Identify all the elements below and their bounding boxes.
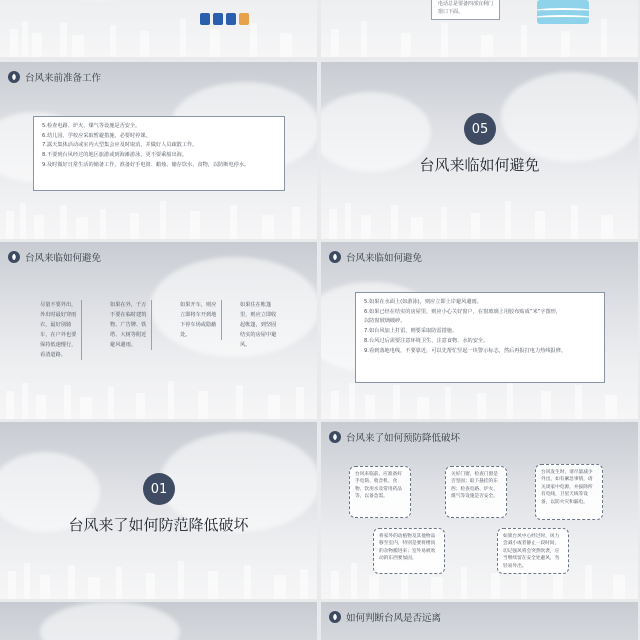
city-skyline-icon	[0, 377, 317, 419]
note-line: 窗口下面。	[438, 9, 464, 15]
content-line: 5.如果在水面上(如游泳)，则应立即上岸避风避雨。	[364, 299, 482, 305]
slide-header	[8, 70, 101, 84]
slide-title: 台风来临如何避免	[25, 253, 102, 264]
section-title: 台风来临如何避免	[419, 156, 540, 174]
note-line: 电话总是要备四部宜利门	[438, 1, 494, 7]
slide-header	[329, 430, 460, 444]
tip-box	[349, 466, 411, 518]
tip-column	[40, 300, 82, 360]
slide-avoid-list[interactable]	[321, 242, 638, 419]
note-box	[431, 0, 500, 20]
slide-section-01[interactable]	[0, 422, 317, 599]
phone-illustration	[200, 13, 249, 25]
slide-avoid-columns[interactable]	[0, 242, 317, 419]
section-number: 05	[464, 113, 496, 145]
slide-title: 如何判断台风是否远离	[346, 613, 442, 624]
content-line: 8.不要到台风经过的地区旅游或到海滩游泳，更不要乘船出海。	[42, 152, 188, 159]
tip-box	[445, 466, 507, 518]
tip-text: 如果在外，千万不要在临时建筑物、广告牌、铁塔、大树等附近避风避雨。	[110, 302, 147, 348]
content-line: 7.如台风加上打雷，则要采取防雷措施。	[364, 328, 458, 335]
leaf-icon	[8, 71, 20, 83]
city-skyline-icon	[321, 15, 638, 57]
slide-thumb-bottom-left[interactable]	[0, 602, 317, 640]
tip-text: 尽量不要外出，外出时最好穿雨衣，最好别骑车，在户外也要保持低速慢行，看清道路。	[40, 302, 77, 358]
content-box	[355, 292, 605, 383]
slide-thumb-top-left[interactable]	[0, 0, 317, 57]
slide-title: 台风来临如何避免	[346, 253, 423, 264]
content-line: 8.台风过后需要注意环境卫生，注意食物、水的安全。	[364, 337, 489, 344]
leaf-icon	[8, 251, 20, 263]
leaf-icon	[329, 251, 341, 263]
slide-title: 台风来了如何预防降低破坏	[346, 433, 461, 444]
tip-text: 关好门窗，检查门窗是否坚固；取下悬挂的东西；检查电路、炉火、煤气等设施是否安全。	[451, 472, 498, 500]
tip-box	[373, 528, 445, 574]
city-skyline-icon	[321, 377, 638, 419]
tip-text: 台风发生时，请尽量减少外出，如有紧急事情，请关闭家中电源，并拔除所有电线，卫星天线等设备，以防火灾和漏电。	[541, 470, 593, 505]
tip-text: 如果台风中心经过时，风力会减小或者静止一段时间，切记强风将会突然吹袭，应当继续留在安全处避风，勿轻易外出。	[503, 534, 560, 569]
content-box	[33, 116, 285, 191]
slide-title: 台风来前准备工作	[25, 73, 102, 84]
tip-text: 将家外的动植物及其他物品移至室内，特别是要将楼顶的杂物搬进来；室外易被吹动的东西要加固。	[379, 534, 436, 562]
tip-text: 如果住在帐篷里，则应立即收起帐篷，到坚固结实的房屋中避风。	[240, 302, 277, 348]
slide-prep-work[interactable]	[0, 62, 317, 239]
content-line: 7.露天集体活动或室内大型集会应及时取消，并做好人员疏散工作。	[42, 142, 198, 149]
slide-reduce-damage[interactable]	[321, 422, 638, 599]
tip-text: 如果开车，则应立即将车开到地下停车场或隐蔽处。	[180, 302, 217, 338]
leaf-icon	[329, 431, 341, 443]
slide-header	[329, 610, 441, 624]
content-line: 9.看到落地电线，不要靠近，可以先帮忙竖起一块警示标志，然后再报打电力热线报修。	[364, 347, 567, 354]
leaf-icon	[329, 611, 341, 623]
slide-judge-typhoon[interactable]	[321, 602, 638, 640]
wave-illustration	[537, 0, 589, 24]
tip-box	[535, 464, 603, 520]
content-line: 6.幼儿园、学校应采取暂避措施，必要时停课。	[42, 132, 151, 139]
slide-section-05[interactable]	[321, 62, 638, 239]
slide-header	[329, 250, 422, 264]
slide-header	[8, 250, 101, 264]
content-line: 以防窗玻璃破碎。	[364, 318, 406, 325]
city-skyline-icon	[0, 197, 317, 239]
content-line: 9.及时做好日常生活的储备工作，准备好手电筒、蜡烛、储存饮水、食物，以防断电停水。	[42, 161, 250, 168]
city-skyline-icon	[321, 197, 638, 239]
section-number: 01	[143, 473, 175, 505]
city-skyline-icon	[0, 15, 317, 57]
tip-text: 台风来临前，应准备好手电筒、收音机、食物、饮用水及常用药品等，以备急需。	[355, 472, 402, 500]
tip-column	[110, 300, 152, 350]
city-skyline-icon	[0, 557, 317, 599]
content-line: 6.如果已经在结实的房屋里，则应小心关好窗户，在窗玻璃上用胶布贴成“米”字图形，	[364, 308, 562, 315]
tip-box	[497, 528, 569, 574]
slide-thumb-top-right[interactable]	[321, 0, 638, 57]
content-line: 5.检查电路、炉火、煤气等设施是否安全。	[42, 123, 141, 129]
tip-column	[180, 300, 222, 340]
tip-column	[240, 300, 282, 350]
city-skyline-icon	[321, 557, 638, 599]
section-title: 台风来了如何防范降低破坏	[68, 516, 249, 534]
